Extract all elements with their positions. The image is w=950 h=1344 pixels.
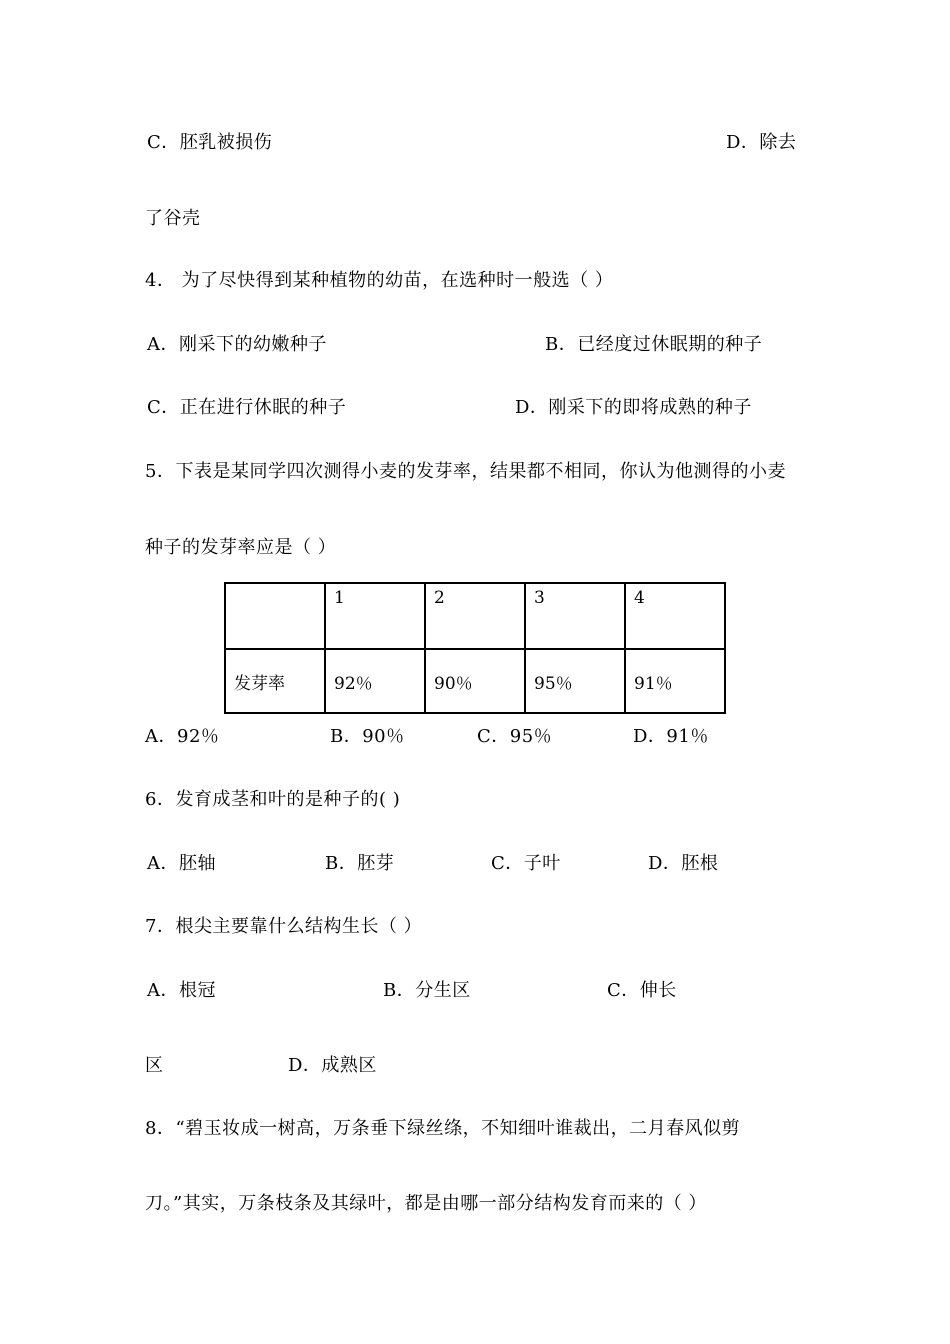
table-header-cell: 1	[325, 583, 425, 649]
q6-option-b: B．胚芽	[325, 853, 395, 874]
q4-stem: 4． 为了尽快得到某种植物的幼苗，在选种时一般选（ ）	[145, 270, 614, 291]
q7-option-d: D．成熟区	[288, 1055, 377, 1076]
q4-option-b: B．已经度过休眠期的种子	[545, 334, 763, 355]
q6-option-a: A．胚轴	[147, 853, 216, 874]
q5-option-d: D．91％	[633, 726, 709, 747]
q7-option-b: B．分生区	[383, 980, 471, 1001]
q8-stem-line1: 8．“碧玉妆成一树高，万条垂下绿丝绦，不知细叶谁裁出，二月春风似剪	[145, 1118, 741, 1139]
table-row-label: 发芽率	[225, 649, 325, 713]
table-cell: 91％	[625, 649, 725, 713]
q7-option-a: A．根冠	[147, 980, 216, 1001]
q5-stem-line2: 种子的发芽率应是（ ）	[145, 537, 337, 558]
table-header-cell: 4	[625, 583, 725, 649]
q7-option-c: C．伸长	[607, 980, 677, 1001]
q7-option-c-continued: 区	[145, 1055, 164, 1076]
q4-option-a: A．刚采下的幼嫩种子	[147, 334, 327, 355]
q5-stem-line1: 5．下表是某同学四次测得小麦的发芽率，结果都不相同，你认为他测得的小麦	[145, 461, 786, 482]
q3-option-d: D．除去	[726, 132, 797, 153]
q5-option-c: C．95％	[477, 726, 553, 747]
q6-option-d: D．胚根	[648, 853, 719, 874]
q4-option-c: C．正在进行休眠的种子	[147, 397, 347, 418]
germination-rate-table	[224, 582, 726, 714]
q5-option-a: A．92％	[145, 726, 220, 747]
table-header-cell	[225, 583, 325, 649]
table-header-row	[225, 583, 725, 649]
q6-stem: 6．发育成茎和叶的是种子的( )	[145, 789, 401, 810]
q3-option-d-continued: 了谷壳	[145, 208, 201, 229]
table-cell: 95％	[525, 649, 625, 713]
q4-option-d: D．刚采下的即将成熟的种子	[515, 397, 752, 418]
table-header-cell: 3	[525, 583, 625, 649]
q8-stem-line2: 刀。”其实，万条枝条及其绿叶，都是由哪一部分结构发育而来的（ ）	[145, 1193, 707, 1214]
q6-option-c: C．子叶	[491, 853, 561, 874]
q7-stem: 7．根尖主要靠什么结构生长（ ）	[145, 916, 423, 937]
q3-option-c: C．胚乳被损伤	[147, 132, 273, 153]
table-cell: 92％	[325, 649, 425, 713]
table-row	[225, 649, 725, 713]
table-cell: 90％	[425, 649, 525, 713]
q5-option-b: B．90％	[330, 726, 405, 747]
table-header-cell: 2	[425, 583, 525, 649]
